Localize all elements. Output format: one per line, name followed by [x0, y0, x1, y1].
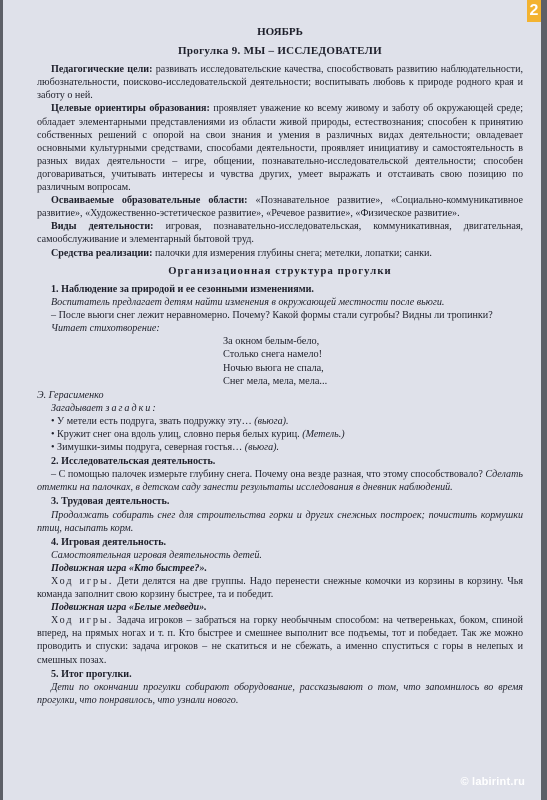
section-2-italic: Сделать отметки на палочках, в детском саду занести результаты исследования в дневник наблюдений. — [37, 469, 523, 494]
game-1-title: Подвижная игра «Кто быстрее?». — [51, 562, 208, 574]
page-number: 2 — [527, 0, 541, 22]
game-2-body: Задача игроков – забраться на горку необычным способом: на четвереньках, боком, спиной вперед, на прямых ногах и т. п. Кто быстрее и смешнее выполнит все подъемы, тот и победает. Так же можно проводить и спуски: задача игроков – не скатиться и не сбежать, а именно спуститься с горы в нелепых и смешных позах. — [37, 615, 523, 666]
game-1-text — [37, 575, 523, 601]
riddle-text: • У метели есть подруга, звать подружку эту… — [51, 415, 255, 427]
goals-label: Педагогические цели: — [51, 64, 153, 76]
activities-text: игровая, познавательно-исследовательская, коммуникативная, двигательная, самообслуживание и элементарный бытовой труд. — [37, 221, 524, 246]
poem-author: Э. Герасименко — [37, 389, 104, 401]
means-text: палочки для измерения глубины снега; метелки, лопатки; санки. — [152, 247, 432, 259]
section-2-title: 2. Исследовательская деятельность. — [51, 456, 216, 468]
section-1-title: 1. Наблюдение за природой и ее сезонными изменениями. — [51, 283, 314, 295]
poem-line: Ночью вьюга не спала, — [223, 362, 324, 374]
targets-label: Целевые ориентиры образования: — [51, 103, 210, 115]
section-3-title: 3. Трудовая деятельность. — [51, 496, 170, 508]
riddle-text: • Кружит снег она вдоль улиц, словно перья белых куриц. — [51, 428, 303, 440]
book-page — [3, 0, 541, 800]
poem-line: За окном белым-бело, — [223, 336, 320, 348]
riddle-text: • Зимушки-зимы подруга, северная гостья… — [51, 442, 245, 454]
game-2-text — [37, 614, 523, 666]
game-course-label: Ход игры. — [51, 576, 114, 587]
poem — [223, 335, 523, 389]
means-label: Средства реализации: — [51, 247, 153, 259]
poem-line: Столько снега намело! — [223, 349, 323, 361]
riddles-intro-a: Загадывает — [51, 402, 106, 414]
poem-line: Снег мела, мела, мела... — [223, 376, 328, 388]
walk-prefix: Прогулка 9. — [178, 45, 241, 58]
section-1-intro: Воспитатель предлагает детям найти изменения в окружающей местности после вьюги. — [51, 296, 445, 308]
riddles-intro-c: : — [152, 402, 156, 414]
areas-paragraph — [37, 194, 523, 220]
targets-paragraph — [37, 102, 523, 194]
goals-text: развивать исследовательские качества, способствовать развитию наблюдательности, любознательности, поисково-исследовательской деятельности; воспитывать любовь к природе родного края и заботу о ней. — [37, 64, 523, 102]
riddle-answer: (вьюга). — [244, 442, 280, 454]
riddles-intro — [37, 402, 523, 415]
areas-label: Осваиваемые образовательные области: — [51, 195, 248, 207]
section-1-reads: Читает стихотворение: — [51, 322, 160, 334]
walk-heading — [37, 45, 523, 58]
watermark: © labirint.ru — [460, 776, 525, 788]
walk-title: МЫ – ИССЛЕДОВАТЕЛИ — [243, 45, 382, 58]
activities-paragraph — [37, 220, 523, 246]
section-4-intro: Самостоятельная игровая деятельность детей. — [51, 549, 262, 561]
section-5-text: Дети по окончании прогулки собирают оборудование, рассказывают о том, что запомнилось во время прогулки, что понравилось, что узнали нового. — [37, 681, 523, 706]
game-2-title: Подвижная игра «Белые медведи». — [51, 602, 207, 614]
section-4-title: 4. Игровая деятельность. — [51, 536, 167, 548]
riddles-intro-b: загадки — [105, 402, 153, 414]
org-structure-heading: Организационная структура прогулки — [168, 265, 392, 277]
riddle-answer: (вьюга). — [254, 415, 289, 427]
page-content — [37, 22, 523, 707]
riddle-answer: (Метель.) — [302, 428, 345, 440]
riddle-item — [37, 441, 523, 454]
section-2-plain: – С помощью палочек измерьте глубину снега. Почему она везде разная, что этому способствовало? — [51, 469, 486, 481]
areas-text: «Познавательное развитие», «Социально-коммуникативное развитие», «Художественно-эстетическое развитие», «Речевое развитие», «Физическое развитие». — [37, 195, 523, 220]
month-heading: НОЯБРЬ — [257, 26, 303, 38]
means-paragraph — [37, 247, 523, 260]
activities-label: Виды деятельности: — [51, 221, 154, 233]
targets-text: проявляет уважение ко всему живому и заботу об окружающей среде; обладает элементарными представлениями из области живой природы, естествознания; способен к принятию собственных решений с опорой на свои знания и умения в различных видах деятельности; овладевает основными культурными средствами, способами деятельности, проявляет инициативу и самостоятельность в разных видах деятельности – игре, общении, познавательно-исследовательской деятельности; способен договариваться, учитывать интересы и чувства других, умеет выражать и отстаивать свою позицию по различным вопросам. — [37, 103, 523, 194]
riddle-item — [37, 415, 523, 428]
riddle-item — [37, 428, 523, 441]
section-2-text — [37, 468, 523, 494]
section-1-question: – После вьюги снег лежит неравномерно. Почему? Какой формы стали сугробы? Видны ли тропинки? — [51, 309, 493, 321]
section-5-title: 5. Итог прогулки. — [51, 668, 132, 680]
game-1-body: Дети делятся на две группы. Надо перенести снежные комочки из корзины в корзину. Чья команда заполнит свою корзину быстрее, та и победит. — [37, 576, 523, 601]
section-3-text: Продолжать собирать снег для строительства горки и других снежных построек; почистить кормушки птиц, насыпать корм. — [37, 509, 523, 534]
goals-paragraph — [37, 63, 523, 102]
game-course-label: Ход игры. — [51, 615, 114, 627]
